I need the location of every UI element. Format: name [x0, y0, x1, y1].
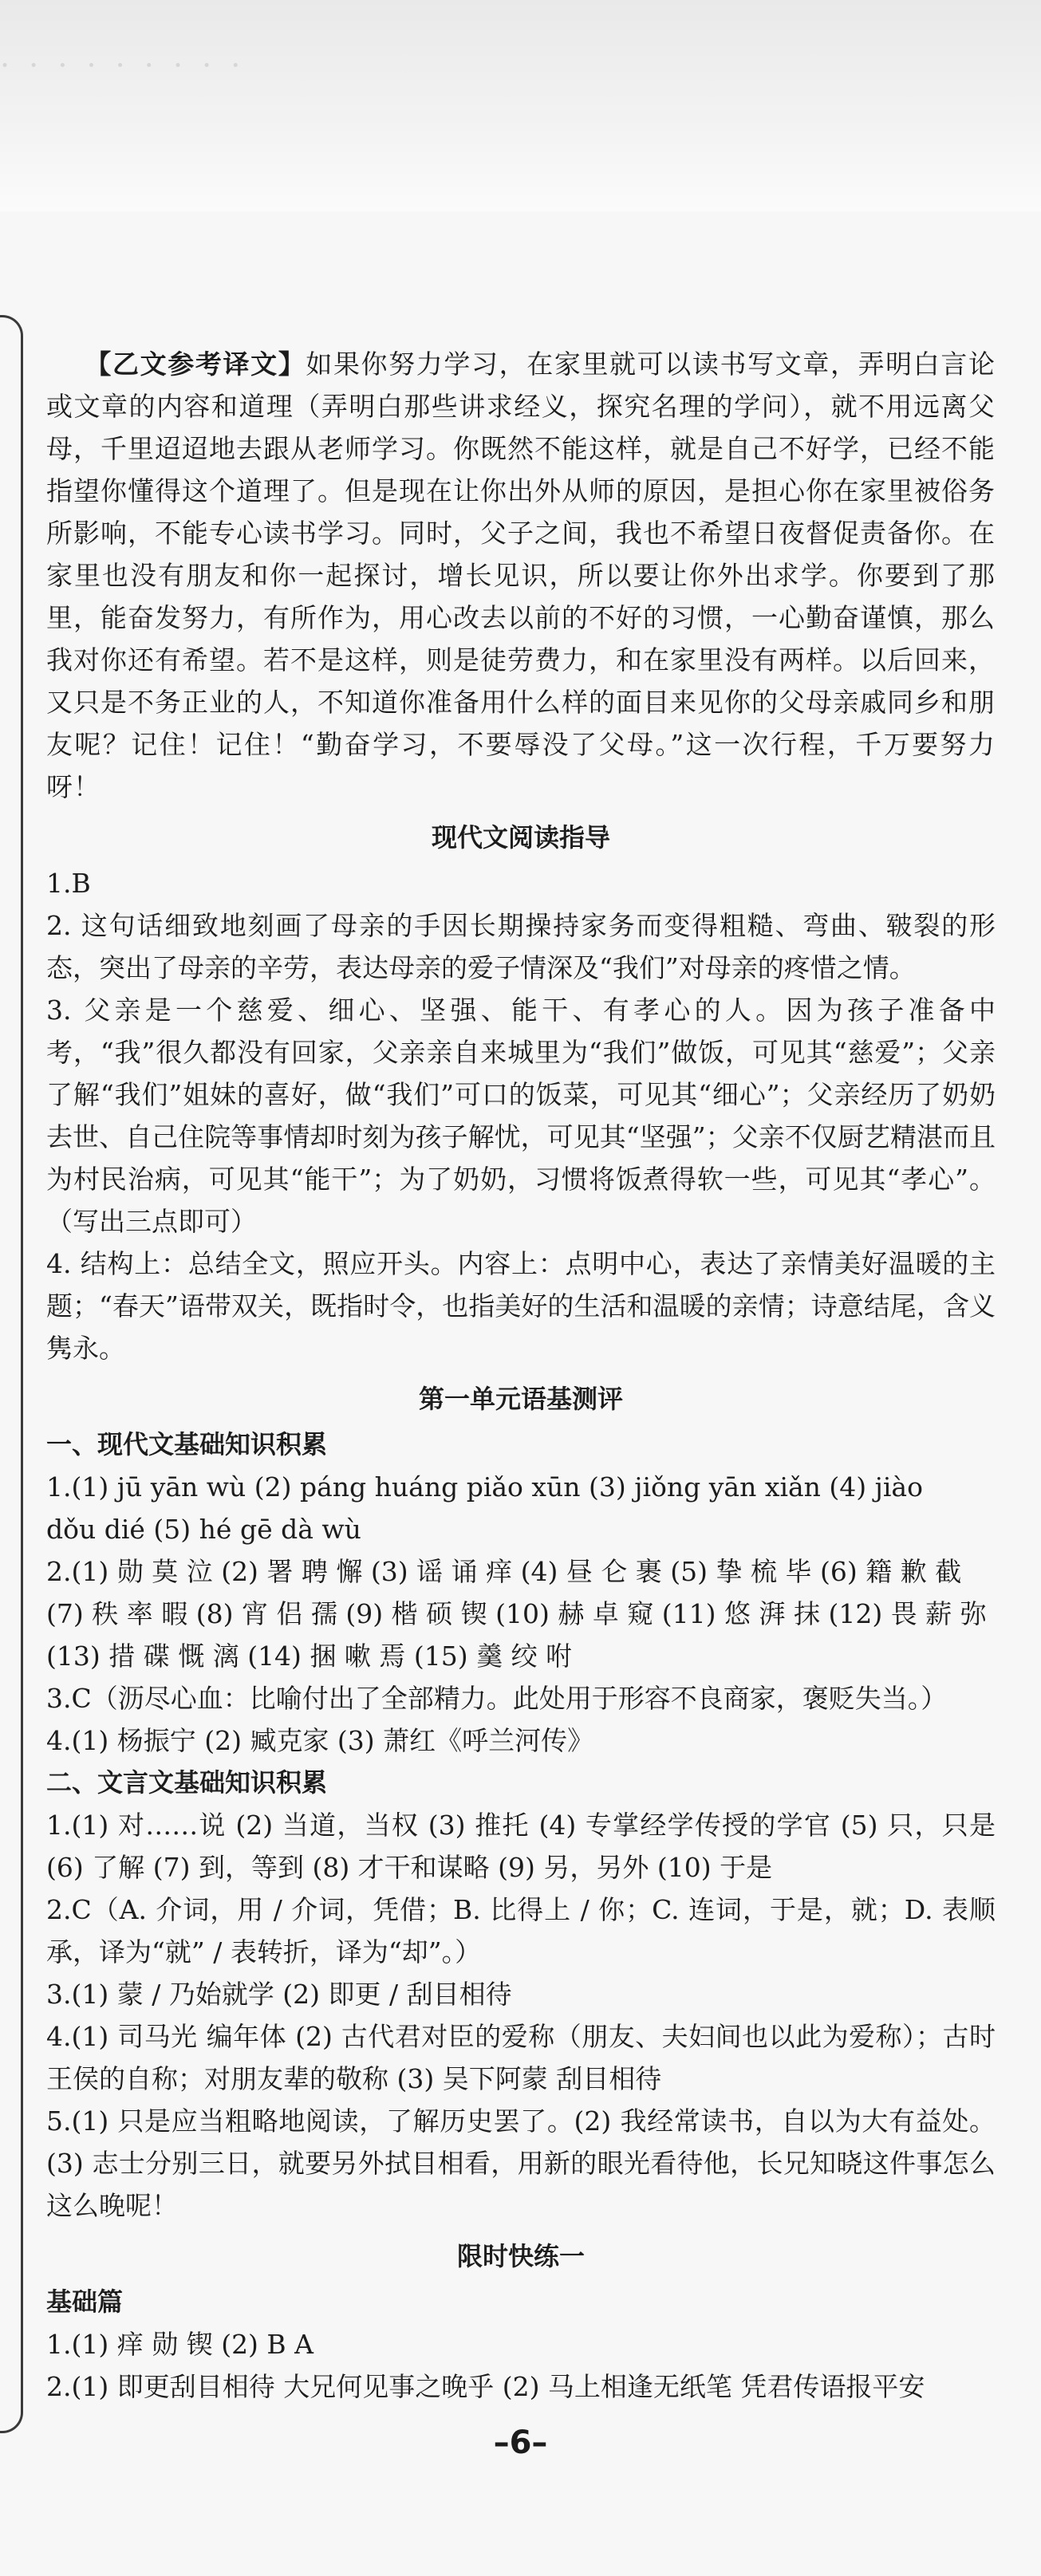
unit-test-part2-item-4: 4.(1) 司马光 编年体 (2) 古代君对臣的爱称（朋友、夫妇间也以此为爱称）；古时王侯的自称；对朋友辈的敬称 (3) 吴下阿蒙 刮目相待	[46, 2021, 996, 2094]
section-title-timed-practice: 限时快练一	[456, 2241, 585, 2271]
top-band	[0, 0, 1041, 211]
timed-practice-item-2: 2.(1) 即更刮目相待 大兄何见事之晚乎 (2) 马上相逢无纸笔 凭君传语报平安	[46, 2371, 925, 2402]
answer-content	[46, 343, 996, 2408]
timed-practice-item-1: 1.(1) 痒 勋 锲 (2) B A	[46, 2329, 313, 2360]
translation-paragraph	[46, 343, 996, 808]
modern-reading-item-2: 2. 这句话细致地刻画了母亲的手因长期操持家务而变得粗糙、弯曲、皲裂的形态，突出了母亲的辛劳，表达母亲的爱子情深及“我们”对母亲的疼惜之情。	[46, 910, 996, 983]
unit-test-part2-item-3: 3.(1) 蒙 / 乃始就学 (2) 即更 / 刮目相待	[46, 1979, 512, 2010]
timed-practice-sub-title: 基础篇	[46, 2286, 124, 2317]
unit-test-part1-item-1: 1.(1) jū yān wù (2) páng huáng piǎo xūn (3) jiǒng yān xiǎn (4) jiào	[46, 1471, 923, 1503]
unit-test-part2-item-2: 2.C（A. 介词，用 / 介词，凭借；B. 比得上 / 你；C. 连词，于是，就；D. 表顺承，译为“就” / 表转折，译为“却”。）	[46, 1894, 996, 1967]
translation-tag: 【乙文参考译文】	[85, 349, 306, 380]
section-title-unit-test: 第一单元语基测评	[418, 1384, 623, 1414]
section-title-modern-reading: 现代文阅读指导	[431, 822, 610, 853]
unit-test-part1-item-6: 3.C（沥尽心血：比喻付出了全部精力。此处用于形容不良商家，褒贬失当。）	[46, 1683, 948, 1714]
unit-test-part1-item-4: (7) 秩 率 暇 (8) 宵 侣 孺 (9) 楷 硕 锲 (10) 赫 卓 窥 (11) 悠 湃 抹 (12) 畏 薪 弥	[46, 1598, 987, 1629]
unit-test-part1-item-2: dǒu dié (5) hé gē dà wù	[46, 1514, 361, 1545]
translation-text: 如果你努力学习，在家里就可以读书写文章，弄明白言论或文章的内容和道理（弄明白那些讲求经义，探究名理的学问），就不用远离父母，千里迢迢地去跟从老师学习。你既然不能这样，就是自己不好学，已经不能指望你懂得这个道理了。但是现在让你出外从师的原因，是担心你在家里被俗务所影响，不能专心读书学习。同时，父子之间，我也不希望日夜督促责备你。在家里也没有朋友和你一起探讨，增长见识，所以要让你外出求学。你要到了那里，能奋发努力，有所作为，用心改去以前的不好的习惯，一心勤奋谨慎，那么我对你还有希望。若不是这样，则是徒劳费力，和在家里没有两样。以后回来，又只是不务正业的人，不知道你准备用什么样的面目来见你的父母亲戚同乡和朋友呢？记住！记住！“勤奋学习，不要辱没了父母。”这一次行程，千万要努力呀！	[46, 349, 996, 802]
unit-test-part1-title: 一、现代文基础知识积累	[46, 1429, 328, 1459]
unit-test-part2-title: 二、文言文基础知识积累	[46, 1767, 328, 1798]
unit-test-part1-item-3: 2.(1) 勋 莫 泣 (2) 署 聘 懈 (3) 谣 诵 痒 (4) 昼 仑 裹 (5) 挚 梳 毕 (6) 籍 歉 截	[46, 1556, 962, 1587]
unit-test-part1-item-5: (13) 措 碟 慨 漓 (14) 捆 嗽 焉 (15) 羹 绞 咐	[46, 1641, 573, 1672]
page-border	[0, 315, 23, 2433]
unit-test-part2-item-1: 1.(1) 对……说 (2) 当道，当权 (3) 推托 (4) 专掌经学传授的学官 (5) 只，只是 (6) 了解 (7) 到，等到 (8) 才干和谋略 (9) 另，另外 (10) 于是	[46, 1810, 996, 1883]
faint-header-text: · · · · · · · · ·	[0, 48, 246, 83]
unit-test-part2-item-5: 5.(1) 只是应当粗略地阅读，了解历史罢了。(2) 我经常读书，自以为大有益处。(3) 志士分别三日，就要另外拭目相看，用新的眼光看待他，长兄知晓这件事怎么这么晚呢！	[46, 2105, 996, 2221]
page-number: –6–	[493, 2424, 548, 2461]
modern-reading-item-1: 1.B	[46, 868, 91, 899]
unit-test-part1-item-7: 4.(1) 杨振宁 (2) 臧克家 (3) 萧红《呼兰河传》	[46, 1725, 594, 1756]
modern-reading-item-4: 4. 结构上：总结全文，照应开头。内容上：点明中心，表达了亲情美好温暖的主题；“春天”语带双关，既指时令，也指美好的生活和温暖的亲情；诗意结尾，含义隽永。	[46, 1248, 996, 1364]
modern-reading-item-3: 3. 父亲是一个慈爱、细心、坚强、能干、有孝心的人。因为孩子准备中考，“我”很久都没有回家，父亲亲自来城里为“我们”做饭，可见其“慈爱”；父亲了解“我们”姐妹的喜好，做“我们”可口的饭菜，可见其“细心”；父亲经历了奶奶去世、自己住院等事情却时刻为孩子解忧，可见其“坚强”；父亲不仅厨艺精湛而且为村民治病，可见其“能干”；为了奶奶，习惯将饭煮得软一些，可见其“孝心”。（写出三点即可）	[46, 995, 996, 1237]
